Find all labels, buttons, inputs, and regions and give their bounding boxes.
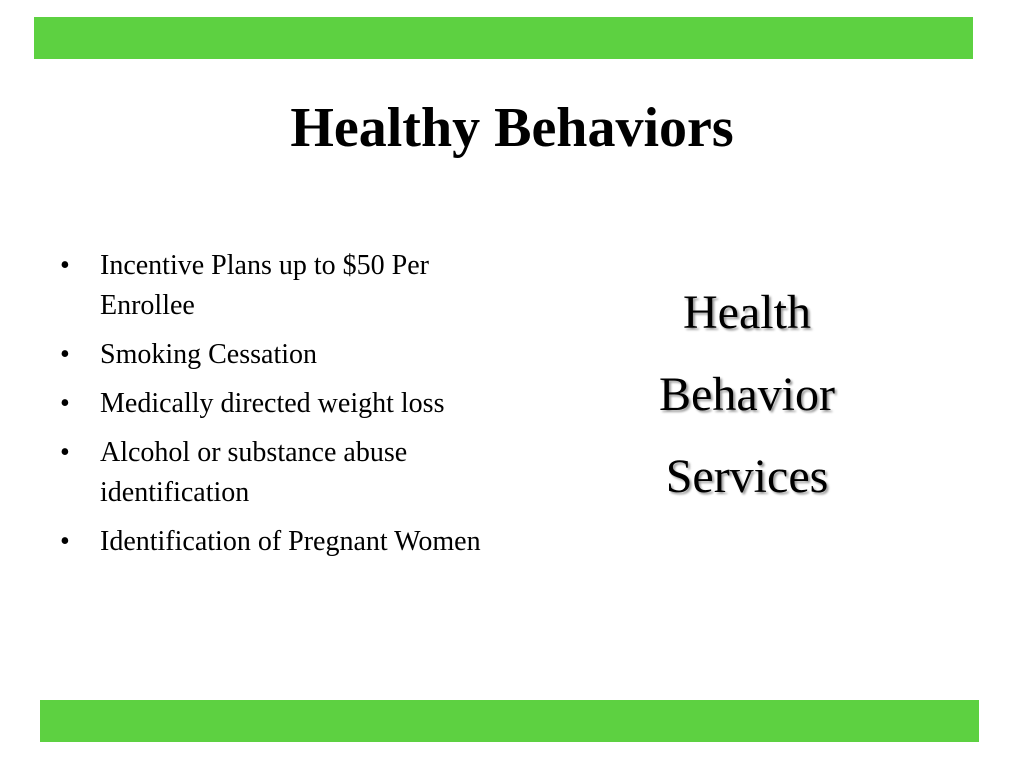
bullet-item (60, 246, 490, 326)
bullet-item (60, 335, 490, 375)
side-heading (560, 272, 934, 518)
side-heading-line: Services (665, 450, 829, 503)
bullet-icon: • (60, 437, 70, 468)
slide-title: Healthy Behaviors (290, 97, 734, 159)
bullet-text: Medically directed weight loss (100, 388, 445, 419)
bullet-text: Smoking Cessation (100, 339, 318, 370)
side-heading-line: Health (683, 286, 811, 339)
bullet-icon: • (60, 526, 70, 557)
top-accent-bar (34, 17, 973, 59)
bullet-icon: • (60, 388, 70, 419)
bullet-item (60, 433, 490, 513)
bullet-icon: • (60, 250, 70, 281)
bullet-icon: • (60, 339, 70, 370)
bullet-list (60, 246, 490, 571)
bullet-item (60, 522, 490, 562)
bullet-text: Incentive Plans up to $50 Per Enrollee (100, 250, 429, 321)
bullet-text: Alcohol or substance abuse identification (100, 437, 408, 508)
bullet-text: Identification of Pregnant Women (100, 526, 481, 557)
bullet-item (60, 384, 490, 424)
bottom-accent-bar (40, 700, 979, 742)
side-heading-line: Behavior (659, 368, 835, 421)
